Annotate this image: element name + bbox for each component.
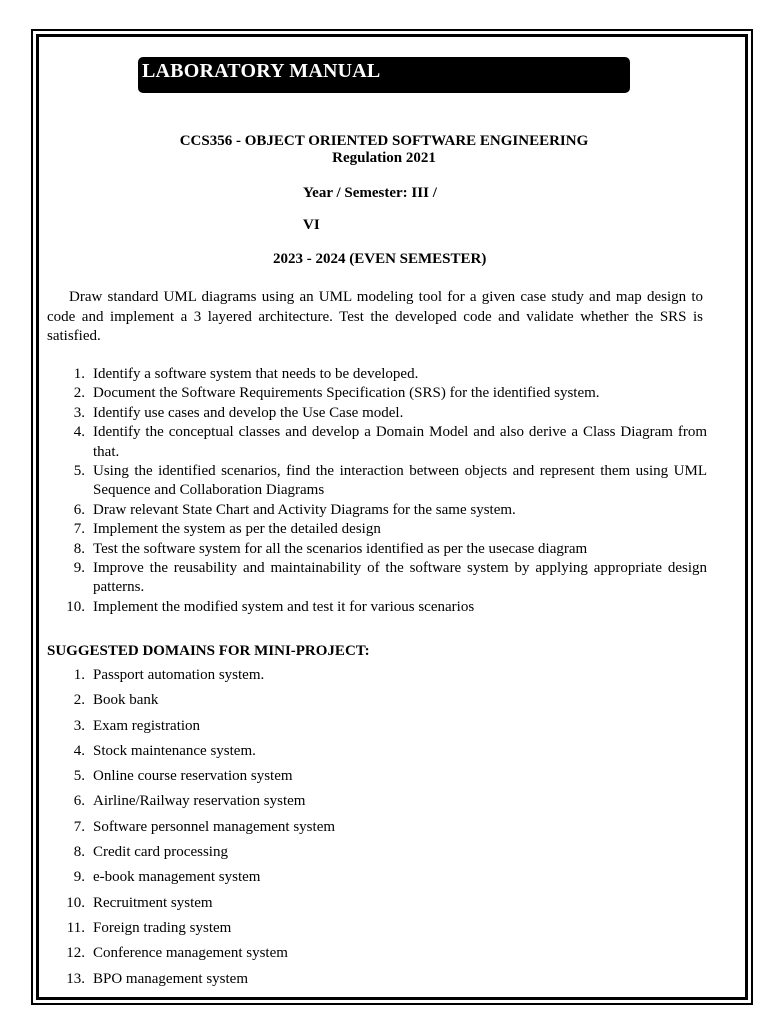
domain-item (47, 842, 687, 867)
experiment-item-number: 10. (66, 598, 85, 615)
academic-year: 2023 - 2024 (EVEN SEMESTER) (273, 251, 487, 267)
domain-item (47, 893, 687, 918)
experiment-item-number: 5. (73, 463, 85, 480)
domain-item (47, 817, 687, 842)
domain-item-text: Passport automation system. (93, 667, 265, 683)
domain-item-number: 7. (73, 818, 85, 835)
year-semester: Year / Semester: III / (303, 185, 437, 201)
experiment-item-text: Identify the conceptual classes and develop a Domain Model and also derive a Class Diagram from that. (93, 424, 707, 460)
domain-item-text: Credit card processing (93, 844, 228, 861)
domain-item (47, 918, 687, 943)
domain-item-number: 1. (73, 667, 85, 683)
domains-heading: SUGGESTED DOMAINS FOR MINI-PROJECT: (47, 643, 370, 659)
domain-item-number: 5. (73, 768, 85, 785)
domain-item-text: Book bank (93, 692, 159, 709)
semester-roman: VI (303, 217, 320, 233)
banner-title: LABORATORY MANUAL (142, 60, 381, 82)
domain-item (47, 716, 687, 741)
experiment-item-number: 9. (73, 560, 85, 577)
domain-item-number: 6. (73, 793, 85, 810)
experiment-list (47, 365, 707, 617)
domain-item-number: 11. (66, 919, 85, 936)
domain-item-text: Software personnel management system (93, 818, 336, 835)
experiment-item-number: 2. (73, 385, 85, 402)
domain-item-text: Airline/Railway reservation system (93, 793, 306, 810)
experiment-item-number: 6. (73, 501, 85, 518)
course-title: CCS356 - OBJECT ORIENTED SOFTWARE ENGINEERING (179, 133, 589, 149)
experiment-item-text: Implement the system as per the detailed design (93, 521, 381, 538)
experiment-item (47, 404, 707, 423)
domain-item (47, 690, 687, 715)
domain-item-number: 4. (73, 742, 85, 759)
experiment-item (47, 501, 707, 520)
domain-item-number: 9. (73, 869, 85, 886)
experiment-item-number: 4. (73, 424, 85, 441)
domain-item (47, 943, 687, 968)
domain-item-number: 8. (73, 844, 85, 861)
domain-item (47, 969, 687, 994)
domain-item-text: Recruitment system (93, 894, 213, 911)
experiment-item-text: Identify use cases and develop the Use Case model. (93, 404, 404, 421)
title-banner (138, 57, 630, 93)
domain-item-text: BPO management system (93, 970, 248, 987)
experiment-item-text: Using the identified scenarios, find the interaction between objects and represent them using UML Sequence and Collaboration Diagrams (93, 463, 707, 499)
domain-item-text: Stock maintenance system. (93, 742, 256, 759)
experiment-item-text: Implement the modified system and test it for various scenarios (93, 598, 475, 615)
domain-item-text: Foreign trading system (93, 919, 232, 936)
domain-item-number: 2. (73, 692, 85, 709)
domain-item-number: 12. (66, 945, 85, 962)
experiment-item (47, 559, 707, 598)
experiment-item (47, 520, 707, 539)
domain-item-text: Online course reservation system (93, 768, 293, 785)
experiment-item (47, 365, 707, 384)
experiment-item-number: 1. (73, 366, 85, 382)
experiment-item-text: Draw relevant State Chart and Activity Diagrams for the same system. (93, 501, 516, 518)
domain-item-text: Conference management system (93, 945, 288, 962)
domain-item-number: 3. (73, 717, 85, 734)
domain-list (47, 665, 687, 994)
domain-item (47, 665, 687, 690)
experiment-item-text: Identify a software system that needs to be developed. (93, 366, 419, 382)
experiment-item (47, 462, 707, 501)
experiment-item-number: 7. (73, 521, 85, 538)
experiment-item-text: Test the software system for all the scenarios identified as per the usecase diagram (93, 540, 588, 557)
experiment-item-number: 3. (73, 404, 85, 421)
experiment-item-text: Improve the reusability and maintainability of the software system by applying appropriate design patterns. (93, 560, 707, 596)
intro-paragraph (47, 288, 703, 347)
experiment-item (47, 598, 707, 617)
intro-text: Draw standard UML diagrams using an UML modeling tool for a given case study and map design to code and implement a 3 layered architecture. Test the developed code and validate whether the SRS is satisfied. (47, 289, 703, 344)
experiment-item-number: 8. (73, 540, 85, 557)
domain-item-text: e-book management system (93, 869, 261, 886)
domain-item-number: 13. (66, 970, 85, 987)
domain-item (47, 867, 687, 892)
experiment-item (47, 384, 707, 403)
regulation: Regulation 2021 (332, 150, 436, 166)
domain-item (47, 741, 687, 766)
domain-item-text: Exam registration (93, 717, 201, 734)
domain-item (47, 791, 687, 816)
experiment-item-text: Document the Software Requirements Specification (SRS) for the identified system. (93, 385, 600, 402)
domain-item (47, 766, 687, 791)
domain-item-number: 10. (66, 894, 85, 911)
experiment-item (47, 540, 707, 559)
experiment-item (47, 423, 707, 462)
